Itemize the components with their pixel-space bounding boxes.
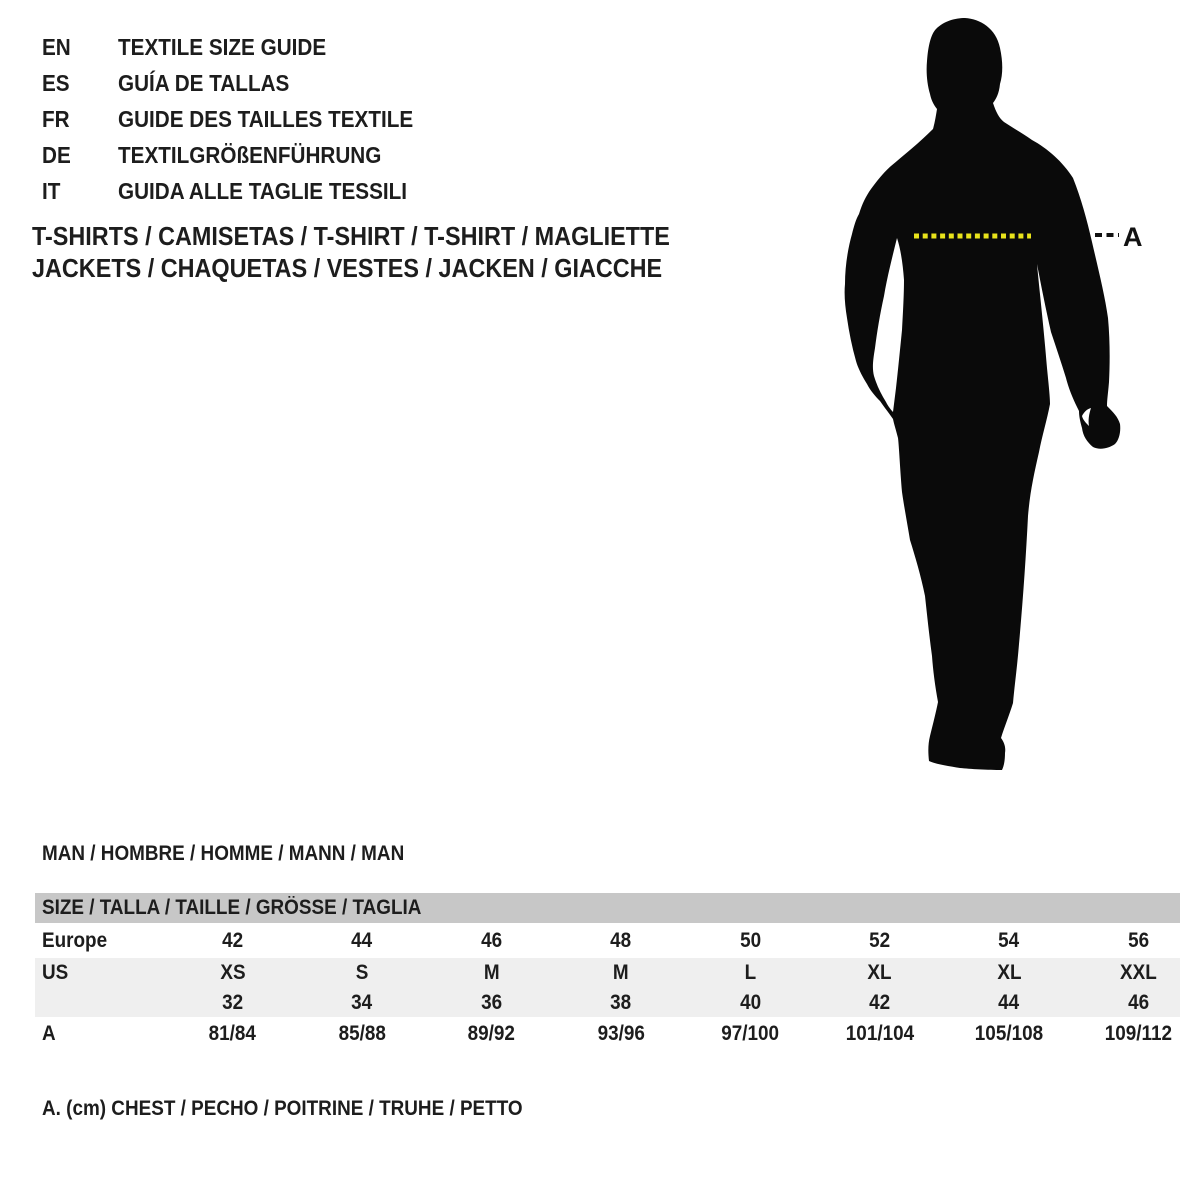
table-cell [556,1022,685,1046]
language-title: TEXTILGRÖßENFÜHRUNG [118,141,382,168]
table-cell [1074,1022,1200,1046]
language-code-text: ES [42,69,70,96]
language-code [42,106,118,133]
table-cell [297,929,426,953]
cell-text: 32 [222,990,244,1014]
table-header-text: SIZE / TALLA / TAILLE / GRÖSSE / TAGLIA [42,896,422,919]
language-code-text: IT [42,177,61,204]
table-cell [1074,929,1200,953]
table-cell [297,991,426,1015]
table-cell [686,961,815,985]
table-cell [556,929,685,953]
table-cell [815,961,944,985]
cell-text: 54 [998,928,1020,952]
row-label [35,929,168,953]
cell-text: 40 [739,990,761,1014]
cell-text: 85/88 [338,1021,386,1045]
table-cell [1074,991,1200,1015]
row-label-text: Europe [42,928,108,952]
language-code-text: DE [42,141,71,168]
language-code [42,178,118,205]
cell-text: M [612,961,629,984]
cell-text: XL [867,961,892,984]
row-label-text: US [42,961,69,984]
cell-text: XS [220,961,246,984]
cell-text: 52 [869,928,891,952]
cell-text: 46 [480,928,502,952]
section-title-text: MAN / HOMBRE / HOMME / MANN / MAN [42,842,405,865]
language-code-text: FR [42,105,70,132]
cell-text: 44 [998,990,1020,1014]
cell-text: 109/112 [1104,1021,1172,1045]
table-cell [686,929,815,953]
cell-text: XXL [1119,961,1157,984]
cell-text: 34 [351,990,373,1014]
table-cell [556,961,685,985]
row-label [35,961,168,985]
language-code [42,142,118,169]
language-title: TEXTILE SIZE GUIDE [118,33,327,60]
section-title-man [42,841,444,867]
footnote-text: A. (cm) CHEST / PECHO / POITRINE / TRUHE / PETTO [42,1097,523,1120]
table-cell [815,929,944,953]
cell-text: S [355,961,369,984]
table-cell [944,929,1073,953]
table-cell [427,929,556,953]
table-cell [427,961,556,985]
language-row-it [42,173,446,209]
row-label [35,991,168,1015]
table-cell [944,961,1073,985]
table-cell [168,961,297,985]
cell-text: 50 [739,928,761,952]
cell-text: 44 [351,928,373,952]
language-code [42,34,118,61]
cell-text: 97/100 [721,1021,780,1045]
category-text: JACKETS / CHAQUETAS / VESTES / JACKEN / GIACCHE [32,252,663,283]
language-code [42,70,118,97]
cell-text: 105/108 [974,1021,1044,1045]
category-text: T-SHIRTS / CAMISETAS / T-SHIRT / T-SHIRT / MAGLIETTE [32,220,670,251]
table-cell [297,1022,426,1046]
cell-text: 46 [1127,990,1149,1014]
cell-text: M [483,961,500,984]
row-label-text: A [42,1021,56,1045]
table-row-us-numeric [35,988,1200,1017]
table-cell [168,1022,297,1046]
table-cell [944,991,1073,1015]
table-cell [686,1022,815,1046]
size-table [35,893,1200,1050]
language-code-text: EN [42,33,71,60]
cell-text: 81/84 [209,1021,257,1045]
table-header-bar [35,893,1180,923]
language-title: GUÍA DE TALLAS [118,69,290,96]
cell-text: 48 [610,928,632,952]
cell-text: 93/96 [597,1021,645,1045]
language-row-en [42,29,446,65]
table-cell [944,1022,1073,1046]
language-list [42,29,446,209]
cell-text: 101/104 [845,1021,914,1045]
category-lines [32,220,741,284]
category-line-tshirts [32,220,741,252]
table-cell [297,961,426,985]
measure-label-a: A [1123,222,1143,252]
language-row-es [42,65,446,101]
cell-text: 42 [222,928,244,952]
cell-text: L [744,961,756,984]
table-cell [427,991,556,1015]
table-cell [686,991,815,1015]
language-row-fr [42,101,446,137]
language-title: GUIDE DES TAILLES TEXTILE [118,105,414,132]
table-cell [168,991,297,1015]
measurement-footnote [42,1096,576,1122]
table-cell [815,991,944,1015]
table-cell [168,929,297,953]
cell-text: 38 [610,990,632,1014]
row-label [35,1022,168,1046]
table-row-chest [35,1017,1200,1050]
language-row-de [42,137,446,173]
table-cell [1074,961,1200,985]
cell-text: 36 [480,990,502,1014]
language-title: GUIDA ALLE TAGLIE TESSILI [118,177,408,204]
table-cell [427,1022,556,1046]
table-cell [815,1022,944,1046]
table-row-europe [35,923,1200,958]
category-line-jackets [32,252,741,284]
man-silhouette-figure [820,0,1160,800]
cell-text: 42 [869,990,891,1014]
cell-text: XL [996,961,1022,984]
table-cell [556,991,685,1015]
man-silhouette-svg [820,0,1160,800]
table-row-us [35,958,1200,988]
cell-text: 56 [1127,928,1149,952]
cell-text: 89/92 [467,1021,516,1045]
